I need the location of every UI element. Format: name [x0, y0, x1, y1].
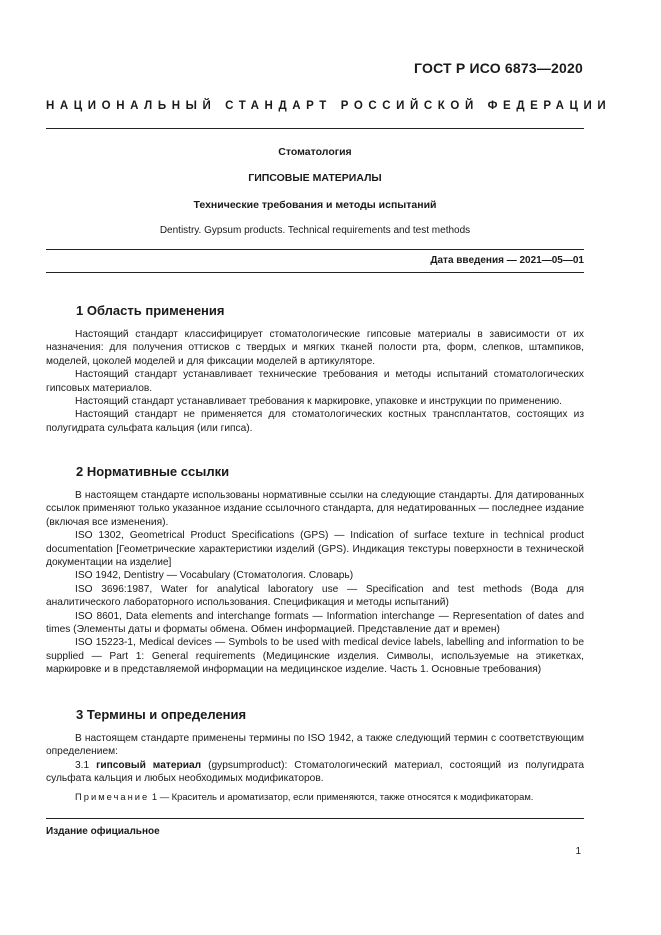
standard-subtitle: Технические требования и методы испытаний	[193, 199, 437, 211]
paragraph: Настоящий стандарт устанавливает требования к маркировке, упаковке и инструкции по применению.	[75, 396, 562, 408]
national-standard-heading: НАЦИОНАЛЬНЫЙ СТАНДАРТ РОССИЙСКОЙ ФЕДЕРАЦИИ	[46, 100, 612, 112]
note-text: 1 — Краситель и ароматизатор, если применяются, также относятся к модификаторам.	[151, 790, 534, 802]
paragraph: Настоящий стандарт классифицирует стоматологические гипсовые материалы в зависимости от их назначения: для получения оттисков с твердых и мягких тканей полости рта, форм, слепков, штампиков, моделей, цоколей моделей и для фиксации моделей в артикуляторе.	[46, 329, 584, 367]
reference-item: ISO 1302, Geometrical Product Specifications (GPS) — Indication of surface texture in technical product documentation [Геометрические характеристики изделий (GPS). Индикация текстуры поверхности в технической документации на изделие]	[46, 530, 584, 569]
section-scope	[46, 303, 584, 435]
standard-title: ГИПСОВЫЕ МАТЕРИАЛЫ	[248, 172, 382, 184]
term-definition	[46, 759, 584, 786]
paragraph: Настоящий стандарт устанавливает технические требования и методы испытаний стоматологических гипсовых материалов.	[46, 369, 584, 394]
paragraph: В настоящем стандарте использованы нормативные ссылки на следующие стандарты. Для датированных ссылок применяют только указанное издание ссылочного стандарта, для недатированных — последнее издание (включая все изменения).	[46, 490, 584, 528]
paragraph: В настоящем стандарте применены термины по ISO 1942, а также следующий термин с соответствующим определением:	[46, 733, 584, 758]
term-name: гипсовый материал	[96, 759, 202, 771]
page-number: 1	[575, 846, 581, 857]
reference-item: ISO 1942, Dentistry — Vocabulary (Стоматология. Словарь)	[75, 570, 354, 582]
section-title: 2 Нормативные ссылки	[76, 464, 230, 479]
note-label: Примечание	[75, 790, 150, 802]
paragraph: Настоящий стандарт не применяется для стоматологических костных трансплантатов, состоящих из полугидрата сульфата кальция (или гипса).	[46, 409, 584, 434]
english-title: Dentistry. Gypsum products. Technical requirements and test methods	[159, 225, 471, 236]
section-title: 1 Область применения	[76, 303, 225, 318]
footer-rule	[46, 818, 584, 819]
title-rule	[46, 249, 584, 250]
section-normative-references	[46, 464, 584, 677]
reference-item: ISO 3696:1987, Water for analytical laboratory use — Specification and test methods (Вода для аналитического лабораторного использования. Спецификация и методы испытаний)	[46, 583, 584, 609]
header-rule	[46, 128, 584, 129]
gost-code: ГОСТ Р ИСО 6873—2020	[414, 60, 583, 76]
note	[46, 790, 584, 803]
official-edition-label: Издание официальное	[46, 826, 160, 837]
reference-item: ISO 8601, Data elements and interchange formats — Information interchange — Representation of dates and times (Элементы даты и форматы обмена. Обмен информацией. Представление дат и времен)	[46, 610, 584, 636]
date-rule	[46, 272, 584, 273]
section-title: 3 Термины и определения	[76, 707, 247, 722]
reference-item: ISO 15223-1, Medical devices — Symbols to be used with medical device labels, labelling and information to be supplied — Part 1: General requirements (Медицинские изделия. Символы, используемые на этикетках, маркировке и в представляемой информации на медицинское изделие. Часть 1. Основные требования)	[46, 637, 584, 676]
term-number: 3.1	[75, 759, 90, 771]
term-text: (gypsumproduct): Стоматологический материал, состоящий из полугидрата сульфата кальция и любых необходимых модификаторов.	[46, 759, 584, 785]
section-terms-definitions	[46, 707, 584, 803]
subject-area: Стоматология	[278, 146, 352, 158]
introduction-date: Дата введения — 2021—05—01	[430, 255, 584, 266]
